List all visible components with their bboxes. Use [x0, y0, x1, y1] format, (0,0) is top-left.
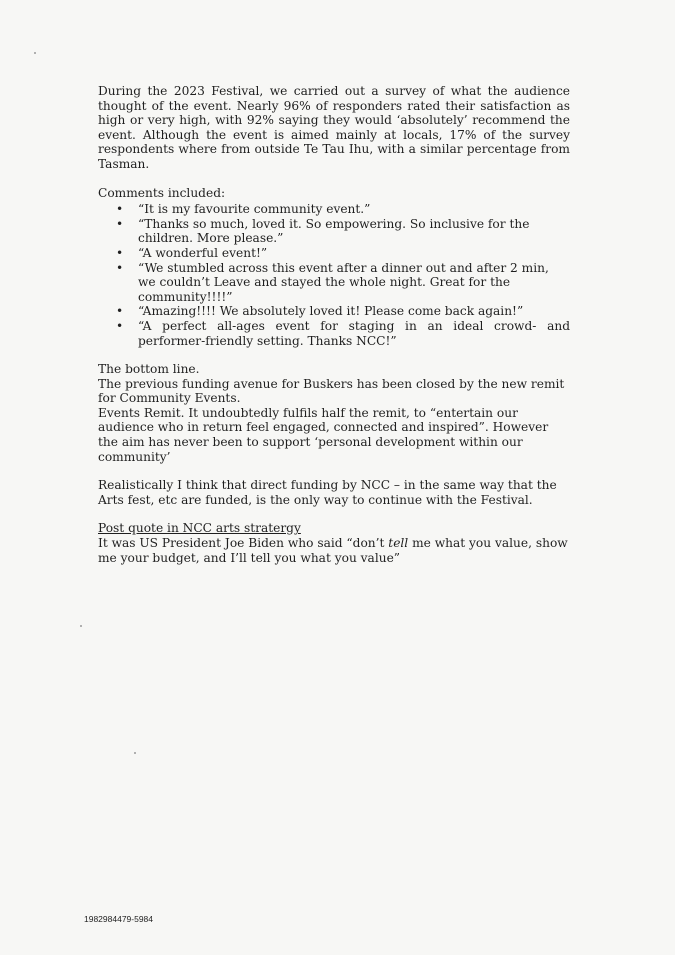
post-quote-text: It was US President Joe Biden who said “don’t tell me what you value, show me your budget, and I’ll tell you what you value” — [98, 536, 568, 565]
comments-list — [98, 202, 570, 348]
list-item: • “It is my favourite community event.” — [116, 202, 371, 217]
document-body — [98, 84, 570, 565]
realistically-paragraph: Realistically I think that direct funding by NCC – in the same way that the Arts fest, etc are funded, is the only way to continue with the Festival. — [98, 478, 557, 507]
bullet-icon: • — [116, 304, 124, 319]
scan-speck — [80, 625, 82, 627]
bullet-icon: • — [116, 216, 124, 231]
bullet-icon: • — [116, 202, 124, 217]
comments-heading: Comments included: — [98, 185, 226, 200]
bottom-line-remit-text: Events Remit. It undoubtedly fulfils half the remit, to “entertain our audience who in return feel engaged, connected and inspired”. However the aim has never been to support ‘personal development within our community’ — [98, 405, 549, 464]
bottom-line-text: The previous funding avenue for Buskers has been closed by the new remit for Community Events. — [98, 376, 565, 406]
list-item: • “A wonderful event!” — [116, 245, 268, 260]
list-item: • “We stumbled across this event after a dinner out and after 2 min, we couldn’t Leave and stayed the whole night. Great for the community!!!!” — [116, 260, 549, 304]
scan-speck — [34, 52, 36, 54]
bottom-line-heading: The bottom line. — [98, 362, 200, 377]
list-item: • “Amazing!!!! We absolutely loved it! Please come back again!” — [116, 304, 524, 319]
scan-speck — [134, 752, 136, 754]
bullet-icon: • — [116, 245, 124, 260]
intro-paragraph: During the 2023 Festival, we carried out a survey of what the audience thought of the event. Nearly 96% of responders rated their satisfaction as high or very high, with 92% saying they would ‘absolutely’ recommend the event. Although the event is aimed mainly at locals, 17% of the survey respondents where from outside Te Tau Ihu, with a similar percentage from Tasman. — [98, 84, 570, 171]
emphasis-tell: tell — [388, 536, 409, 551]
bullet-icon: • — [116, 318, 124, 333]
post-quote-heading: Post quote in NCC arts stratergy — [98, 521, 301, 536]
list-item: • “A perfect all-ages event for staging in an ideal crowd- and performer-friendly setting. Thanks NCC!” — [116, 318, 570, 348]
list-item: • “Thanks so much, loved it. So empowering. So inclusive for the children. More please.” — [116, 216, 530, 246]
bullet-icon: • — [116, 260, 124, 275]
document-id: 1982984479-5984 — [84, 914, 154, 924]
